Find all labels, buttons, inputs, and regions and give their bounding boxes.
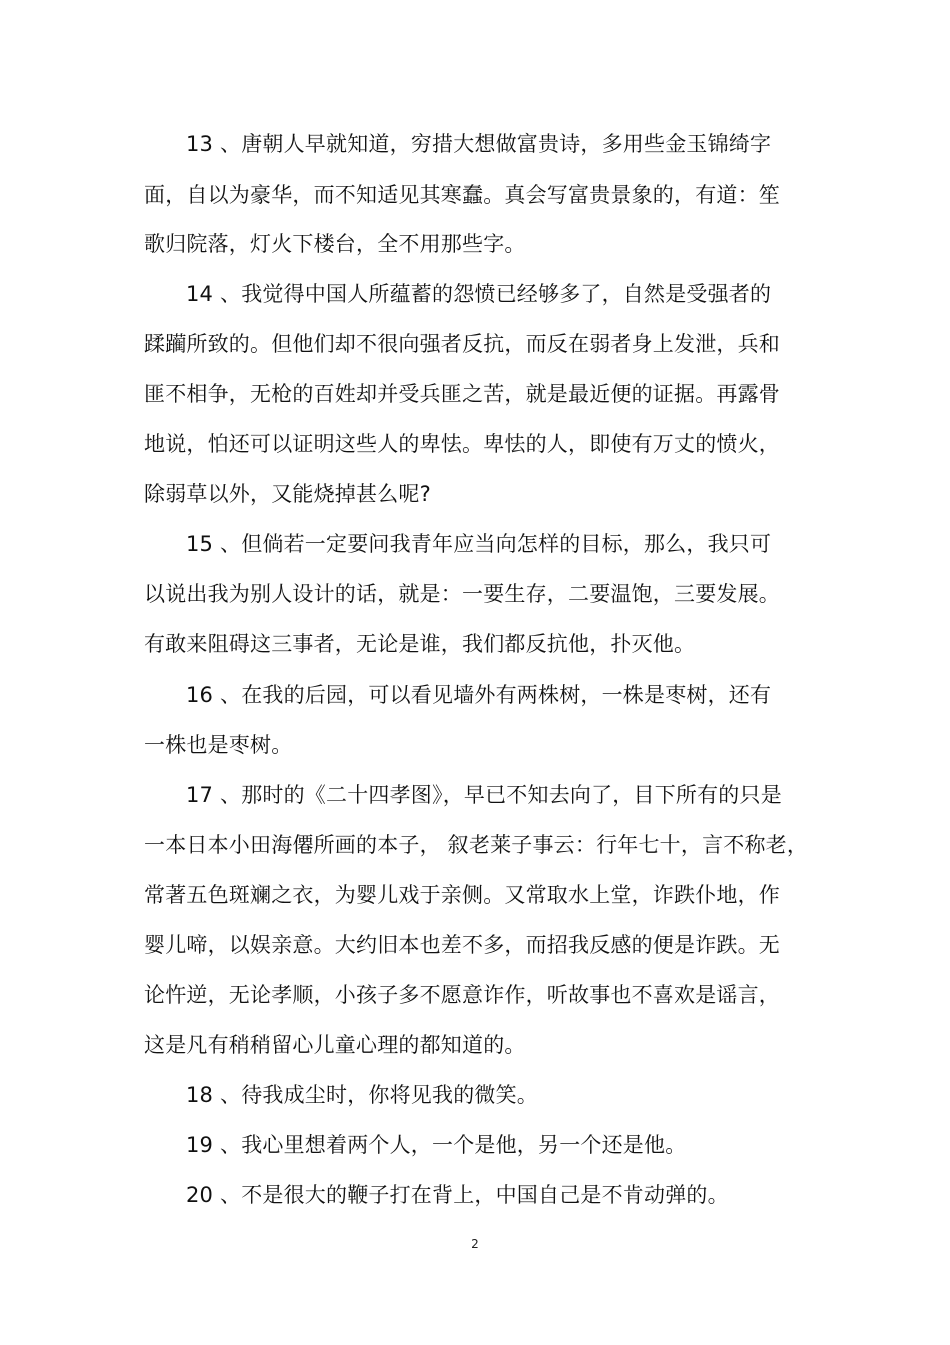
text-line: 20 、不是很大的鞭子打在背上，中国自己是不肯动弹的。 — [186, 1183, 729, 1207]
text-line: 以说出我为别人设计的话，就是：一要生存，二要温饱，三要发展。 — [144, 582, 780, 606]
text-line: 14 、我觉得中国人所蕴蓄的怨愤已经够多了，自然是受强者的 — [186, 282, 772, 306]
text-line: 面，自以为豪华，而不知适见其寒蠢。真会写富贵景象的，有道：笙 — [144, 183, 780, 207]
text-line: 一本日本小田海僊所画的本子， 叙老莱子事云：行年七十，言不称老， — [144, 833, 809, 857]
text-line: 18 、待我成尘时，你将见我的微笑。 — [186, 1083, 538, 1107]
text-line: 蹂躏所致的。但他们却不很向强者反抗，而反在弱者身上发泄，兵和 — [144, 332, 780, 356]
text-line: 常著五色斑斓之衣，为婴儿戏于亲侧。又常取水上堂，诈跌仆地，作 — [144, 883, 780, 907]
text-line: 歌归院落，灯火下楼台，全不用那些字。 — [144, 232, 526, 256]
page-number: 2 — [471, 1237, 479, 1251]
text-line: 17 、那时的《二十四孝图》，早已不知去向了，目下所有的只是 — [186, 783, 782, 807]
text-line: 婴儿啼，以娱亲意。大约旧本也差不多，而招我反感的便是诈跌。无 — [144, 933, 780, 957]
text-line: 有敢来阻碍这三事者，无论是谁，我们都反抗他，扑灭他。 — [144, 632, 696, 656]
text-line: 19 、我心里想着两个人，一个是他，另一个还是他。 — [186, 1133, 687, 1157]
text-line: 16 、在我的后园，可以看见墙外有两株树，一株是枣树，还有 — [186, 683, 772, 707]
text-line: 一株也是枣树。 — [144, 733, 293, 757]
text-line: 地说，怕还可以证明这些人的卑怯。卑怯的人，即使有万丈的愤火， — [144, 432, 780, 456]
text-line: 13 、唐朝人早就知道，穷措大想做富贵诗，多用些金玉锦绮字 — [186, 132, 772, 156]
text-line: 论忤逆，无论孝顺，小孩子多不愿意诈作，听故事也不喜欢是谣言， — [144, 983, 780, 1007]
text-line: 匪不相争，无枪的百姓却并受兵匪之苦，就是最近便的证据。再露骨 — [144, 382, 780, 406]
text-line: 15 、但倘若一定要问我青年应当向怎样的目标，那么，我只可 — [186, 532, 772, 556]
text-line: 这是凡有稍稍留心儿童心理的都知道的。 — [144, 1033, 526, 1057]
text-line: 除弱草以外，又能烧掉甚么呢? — [144, 482, 431, 506]
